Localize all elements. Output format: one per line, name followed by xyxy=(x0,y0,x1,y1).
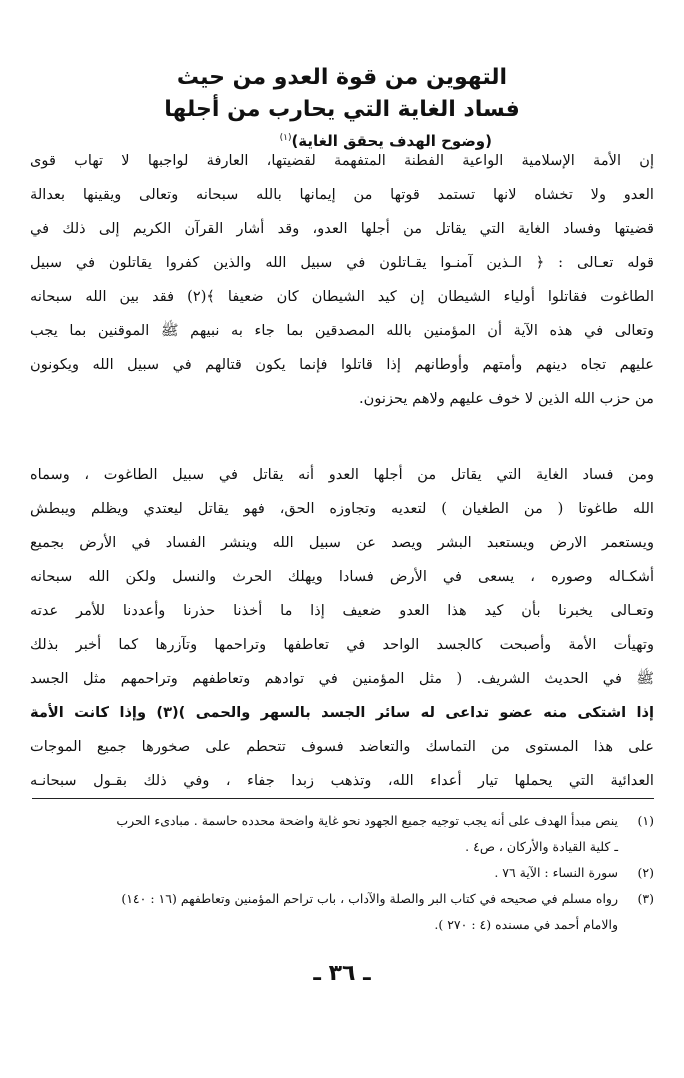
footnote-line: ـ كلية القيادة والأركان ، ص٤ . xyxy=(465,839,618,854)
footnote-number: (٣) xyxy=(637,891,654,906)
paragraph-line: ومن فساد الغاية التي يقاتل من أجلها العدو أنه يقاتل في سبيل الطاغوت ، وسماه xyxy=(30,466,654,483)
paragraph-line: وتعـالى يخبرنا بأن كيد هذا العدو ضعيف إذا ما أخذنا حذرنا وأعددنا للأمر عدته xyxy=(30,602,654,619)
paragraph-line: الطاغوت فقاتلوا أولياء الشيطان إن كيد الشيطان كان ضعيفا ﴾(٢) فقد بين الله سبحانه xyxy=(30,288,654,305)
hadith-line: إذا اشتكى منه عضو تداعى له سائر الجسد بالسهر والحمى )(٣) وإذا كانت الأمة xyxy=(30,704,654,721)
subtitle-text: (وضوح الهدف يحقق الغاية) xyxy=(291,132,492,150)
paragraph-line: قضيتها وفساد الغاية التي يقاتل من أجلها العدو، وقد أشار القرآن الكريم إلى ذلك في xyxy=(30,220,654,237)
paragraph-line: قوله تعـالى : ﴿ الـذين آمنـوا يقـاتلون في سبيل الله والذين كفروا يقاتلون في سبيل xyxy=(30,254,654,271)
footnote-3 xyxy=(24,886,654,938)
paragraph-line: العدو ولا تخشاه لانها تستمد قوتها من إيمانها بالله سبحانه وتعالى ويقينها بعدالة xyxy=(30,186,654,203)
paragraph-line: على هذا المستوى من التماسك والتعاضد فسوف تتحطم على صخورها جميع الموجات xyxy=(30,738,654,755)
paragraph-line: عليهم تجاه دينهم وأمتهم وأوطانهم إذا قاتلوا فإنما يكون قتالهم في سبيل الله ويكونون xyxy=(30,356,654,373)
footnote-line: والامام أحمد في مسنده (٤ : ٢٧٠ ). xyxy=(434,917,618,932)
footnote-number: (٢) xyxy=(637,865,654,880)
page-number: ـ ٣٦ ـ xyxy=(313,961,371,986)
paragraph-line: إن الأمة الإسلامية الواعية الفطنة المتفهمة لقضيتها، العارفة لواجبها لا تهاب قوى xyxy=(30,152,654,169)
paragraph-line: ﷺ في الحديث الشريف. ( مثل المؤمنين في توادهم وتعاطفهم وتراحمهم مثل الجسد xyxy=(30,670,654,687)
paragraph-line: من حزب الله الذين لا خوف عليهم ولاهم يحزنون. xyxy=(358,390,654,407)
footnote-divider xyxy=(32,798,654,799)
footnotes xyxy=(24,808,654,938)
paragraph-line: أشكـاله وصوره ، يسعى في الأرض فسادا ويهلك الحرث والنسل ولكن الله سبحانه xyxy=(30,568,654,585)
paragraph-1 xyxy=(30,144,654,416)
subtitle-footnote-ref: (١) xyxy=(279,133,292,143)
chapter-title-line-1: التهوين من قوة العدو من حيث xyxy=(176,65,508,90)
footnote-line: رواه مسلم في صحيحه في كتاب البر والصلة والآداب ، باب تراحم المؤمنين وتعاطفهم (١٦ : ١٤٠) xyxy=(121,891,618,906)
footnote-2 xyxy=(24,860,654,886)
footnote-1 xyxy=(24,808,654,860)
paragraph-line: العدائية التي يحملها تيار أعداء الله، وتذهب زبدا جفاء ، وفي ذلك بقـول سبحانـه xyxy=(30,772,654,789)
chapter-title-line-2: فساد الغاية التي يحارب من أجلها xyxy=(164,97,520,122)
paragraph-line: وتعالى في هذه الآية أن المؤمنين بالله المصدقين بما جاء به نبيهم ﷺ الموقنين بما يجب xyxy=(30,322,654,339)
paragraph-line: ويستعمر الارض ويستعبد البشر ويصد عن سبيل الله وينشر الفساد في الأرض بجميع xyxy=(30,534,654,551)
footnote-line: ينص مبدأ الهدف على أنه يجب توجيه جميع الجهود نحو غاية واضحة محدده حاسمة . مبادىء الحرب xyxy=(116,813,618,828)
footnote-line: سورة النساء : الآية ٧٦ . xyxy=(494,865,618,880)
paragraph-line: الله طاغوتا ( من الطغيان ) لتعديه وتجاوزه الحق، فهو يقاتل ليعتدي ويظلم ويبطش xyxy=(30,500,654,517)
paragraph-2 xyxy=(30,458,654,798)
footnote-number: (١) xyxy=(637,813,654,828)
paragraph-line: وتهيأت الأمة وأصبحت كالجسد الواحد في تعاطفها وتراحمها وتآزرها كما أخبر بذلك xyxy=(30,636,654,653)
